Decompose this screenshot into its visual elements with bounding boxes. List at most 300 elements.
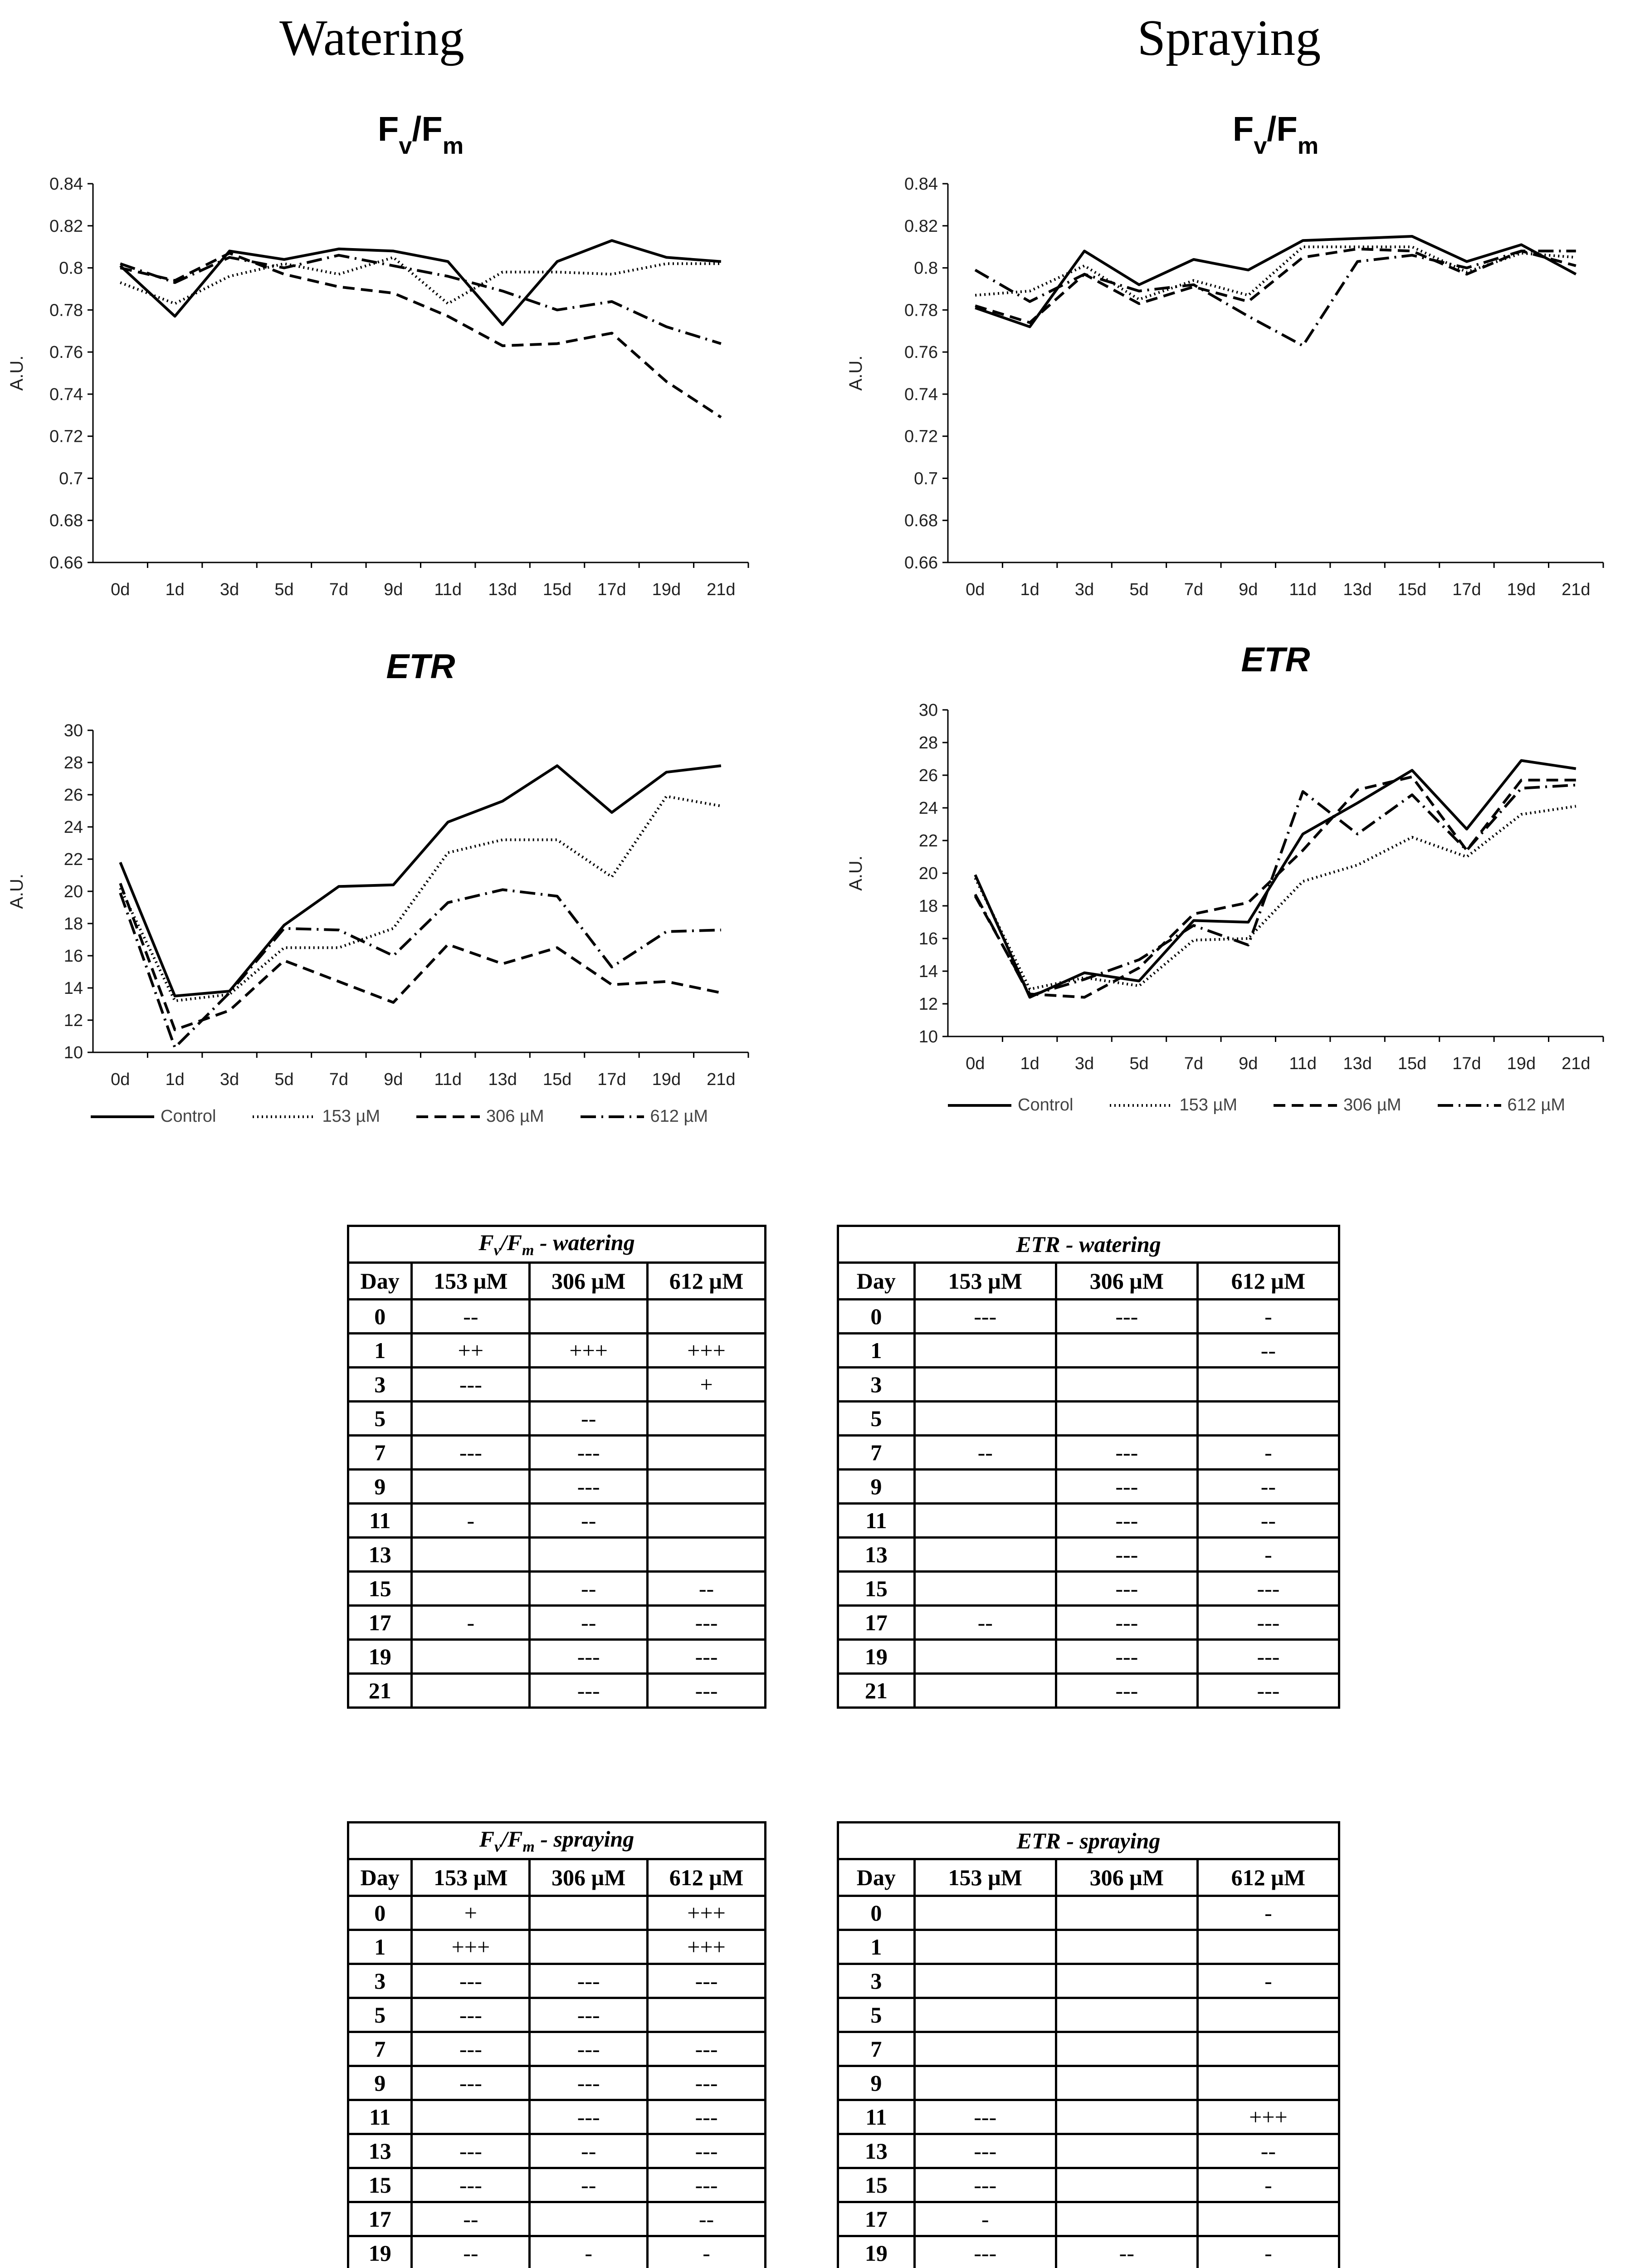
table-row	[348, 2066, 766, 2100]
y-tick-label: 0.72	[904, 427, 938, 446]
y-tick-label: 0.8	[914, 259, 938, 278]
x-tick-label: 3d	[1074, 1054, 1094, 1073]
day-cell: 17	[838, 1606, 915, 1640]
significance-cell: ---	[530, 1436, 648, 1470]
significance-cell: ---	[1056, 1606, 1197, 1640]
x-tick-label: 19d	[652, 580, 681, 599]
day-cell: 19	[838, 2236, 915, 2268]
y-tick-label: 14	[63, 979, 83, 998]
column-header: 306 µM	[1056, 1859, 1197, 1896]
series-line	[120, 255, 721, 344]
significance-cell	[914, 1930, 1056, 1964]
significance-cell: ++	[412, 1334, 530, 1368]
significance-cell: +++	[648, 1334, 766, 1368]
column-header: 612 µM	[648, 1263, 766, 1300]
y-tick-label: 0.68	[904, 511, 938, 531]
table-title: $F_v/F_m$ - watering	[348, 1226, 766, 1263]
day-cell: 1	[348, 1334, 412, 1368]
significance-cell	[1197, 1998, 1339, 2032]
significance-cell: ---	[1197, 1572, 1339, 1606]
day-cell: 7	[348, 1436, 412, 1470]
table-row	[348, 1674, 766, 1708]
significance-cell: --	[914, 1606, 1056, 1640]
significance-cell	[914, 1998, 1056, 2032]
significance-cell: ---	[1197, 1640, 1339, 1674]
significance-cell: ---	[914, 1300, 1056, 1334]
series-line	[975, 785, 1576, 996]
fvfm-spraying-chart	[839, 100, 1633, 626]
y-tick-label: 0.72	[49, 427, 83, 446]
significance-cell: ---	[648, 2100, 766, 2134]
y-tick-label: 24	[918, 799, 938, 818]
significance-cell: --	[412, 2236, 530, 2268]
table-row	[838, 1470, 1339, 1504]
day-cell: 15	[838, 1572, 915, 1606]
day-cell: 3	[348, 1964, 412, 1998]
y-tick-label: 0.74	[49, 385, 83, 404]
significance-cell: ---	[1056, 1674, 1197, 1708]
table-row	[838, 2100, 1339, 2134]
significance-cell: --	[1197, 1334, 1339, 1368]
significance-cell: -	[1197, 1436, 1339, 1470]
y-tick-label: 0.66	[49, 553, 83, 572]
table-row	[348, 1572, 766, 1606]
significance-cell	[648, 1436, 766, 1470]
table-fvfm-spraying	[347, 1821, 766, 2268]
significance-cell: ---	[1056, 1470, 1197, 1504]
x-tick-label: 1d	[165, 580, 185, 599]
x-tick-label: 21d	[707, 580, 736, 599]
significance-cell	[1056, 1964, 1197, 1998]
significance-cell: ---	[412, 2134, 530, 2168]
significance-cell	[914, 2066, 1056, 2100]
significance-cell: +	[412, 1896, 530, 1930]
table-row	[838, 1998, 1339, 2032]
series-line	[975, 249, 1576, 323]
legend-label: Control	[161, 1107, 216, 1126]
table-row	[348, 2168, 766, 2202]
table-row	[348, 1896, 766, 1930]
table-row	[348, 1964, 766, 1998]
significance-cell: ---	[412, 2032, 530, 2066]
table-row	[348, 1436, 766, 1470]
day-cell: 17	[348, 1606, 412, 1640]
table-row	[838, 2134, 1339, 2168]
series-line	[120, 253, 721, 417]
table-row	[838, 1930, 1339, 1964]
day-cell: 5	[838, 1402, 915, 1436]
significance-cell: --	[530, 2134, 648, 2168]
column-header: 306 µM	[530, 1859, 648, 1896]
significance-cell: ---	[412, 2066, 530, 2100]
significance-cell: ---	[914, 2134, 1056, 2168]
table-row	[348, 2236, 766, 2268]
y-tick-label: 24	[63, 818, 83, 837]
significance-cell: ---	[412, 1998, 530, 2032]
chart-title: $F_v/F_m$	[377, 110, 464, 159]
column-header: 306 µM	[530, 1263, 648, 1300]
significance-cell: ---	[648, 1606, 766, 1640]
day-cell: 17	[348, 2202, 412, 2236]
day-cell: 3	[348, 1368, 412, 1402]
significance-cell: ---	[648, 2134, 766, 2168]
y-tick-label: 14	[918, 962, 938, 981]
x-tick-label: 5d	[274, 580, 294, 599]
y-tick-label: 12	[918, 995, 938, 1014]
series-line	[120, 797, 721, 1001]
significance-cell	[530, 1300, 648, 1334]
significance-cell	[1197, 2202, 1339, 2236]
day-cell: 11	[838, 1504, 915, 1538]
y-tick-label: 0.8	[59, 259, 83, 278]
y-tick-label: 0.84	[49, 175, 83, 194]
y-axis-label: A.U.	[7, 355, 27, 391]
significance-cell: --	[412, 1300, 530, 1334]
x-tick-label: 15d	[1397, 580, 1427, 599]
day-cell: 21	[838, 1674, 915, 1708]
significance-cell: -	[1197, 2236, 1339, 2268]
x-tick-label: 11d	[434, 1070, 462, 1089]
x-tick-label: 17d	[597, 580, 626, 599]
significance-cell: ---	[648, 1964, 766, 1998]
significance-cell: ---	[530, 1998, 648, 2032]
significance-cell: ---	[1056, 1300, 1197, 1334]
significance-cell	[1197, 2066, 1339, 2100]
significance-cell: -	[1197, 1896, 1339, 1930]
significance-cell: ---	[648, 1674, 766, 1708]
significance-cell: ---	[648, 2066, 766, 2100]
significance-cell	[914, 2032, 1056, 2066]
significance-cell: ---	[1056, 1538, 1197, 1572]
significance-cell	[1056, 1368, 1197, 1402]
table-row	[838, 1334, 1339, 1368]
day-cell: 11	[348, 1504, 412, 1538]
x-tick-label: 0d	[966, 580, 985, 599]
column-header: Day	[348, 1263, 412, 1300]
chart-title: $F_v/F_m$	[1232, 110, 1319, 159]
significance-cell	[1056, 2100, 1197, 2134]
day-cell: 5	[348, 1998, 412, 2032]
significance-cell: ---	[1197, 1674, 1339, 1708]
table-row	[838, 2168, 1339, 2202]
axes	[948, 184, 1603, 562]
significance-cell: -	[412, 1606, 530, 1640]
x-tick-label: 17d	[597, 1070, 626, 1089]
x-tick-label: 19d	[1507, 1054, 1536, 1073]
legend-item	[1438, 1095, 1566, 1115]
day-cell: 11	[348, 2100, 412, 2134]
significance-cell: +++	[412, 1930, 530, 1964]
significance-cell	[648, 1470, 766, 1504]
y-tick-label: 0.74	[904, 385, 938, 404]
x-tick-label: 0d	[966, 1054, 985, 1073]
day-cell: 15	[348, 1572, 412, 1606]
day-cell: 7	[838, 2032, 915, 2066]
significance-cell	[1056, 2202, 1197, 2236]
significance-cell	[1056, 1930, 1197, 1964]
series-line	[975, 236, 1576, 327]
day-cell: 15	[838, 2168, 915, 2202]
y-tick-label: 20	[63, 882, 83, 901]
significance-cell: ---	[530, 2032, 648, 2066]
day-cell: 0	[838, 1896, 915, 1930]
column-header: Day	[348, 1859, 412, 1896]
legend-label: 153 µM	[322, 1107, 381, 1126]
significance-cell	[914, 1674, 1056, 1708]
significance-cell	[914, 1402, 1056, 1436]
y-tick-label: 0.78	[904, 301, 938, 320]
significance-cell	[648, 1538, 766, 1572]
significance-cell	[914, 1538, 1056, 1572]
x-tick-label: 1d	[1020, 580, 1040, 599]
significance-cell	[1056, 1334, 1197, 1368]
significance-cell	[412, 1640, 530, 1674]
x-tick-label: 5d	[274, 1070, 294, 1089]
series-line	[975, 777, 1576, 997]
legend-spraying	[948, 1095, 1601, 1115]
significance-cell: -	[914, 2202, 1056, 2236]
x-tick-label: 21d	[707, 1070, 736, 1089]
significance-cell: -	[1197, 2168, 1339, 2202]
significance-cell: ---	[648, 2032, 766, 2066]
significance-cell	[530, 1896, 648, 1930]
significance-cell	[914, 1964, 1056, 1998]
x-tick-label: 15d	[1397, 1054, 1427, 1073]
significance-cell: --	[530, 1606, 648, 1640]
legend-label: 153 µM	[1179, 1095, 1238, 1114]
significance-cell	[412, 1470, 530, 1504]
x-tick-label: 1d	[1020, 1054, 1040, 1073]
x-tick-label: 13d	[488, 1070, 517, 1089]
significance-cell: +++	[530, 1334, 648, 1368]
significance-cell	[530, 1930, 648, 1964]
table-row	[348, 1606, 766, 1640]
significance-cell: ---	[1056, 1640, 1197, 1674]
table-etr-watering	[837, 1225, 1340, 1709]
y-tick-label: 22	[63, 850, 83, 869]
table-row	[838, 1964, 1339, 1998]
day-cell: 15	[348, 2168, 412, 2202]
axes	[948, 710, 1603, 1036]
table-row	[838, 1572, 1339, 1606]
day-cell: 19	[838, 1640, 915, 1674]
column-header: 612 µM	[1197, 1263, 1339, 1300]
table-fvfm-watering	[347, 1225, 766, 1709]
table-row	[348, 1998, 766, 2032]
y-tick-label: 0.78	[49, 301, 83, 320]
column-header: 153 µM	[412, 1859, 530, 1896]
y-tick-label: 18	[918, 897, 938, 916]
x-tick-label: 13d	[1343, 580, 1372, 599]
day-cell: 9	[348, 2066, 412, 2100]
y-tick-label: 22	[918, 831, 938, 850]
significance-cell: ---	[1056, 1572, 1197, 1606]
y-tick-label: 0.76	[49, 343, 83, 362]
table-row	[348, 1930, 766, 1964]
day-cell: 11	[838, 2100, 915, 2134]
significance-cell: +++	[648, 1896, 766, 1930]
series-line	[120, 240, 721, 325]
significance-cell	[412, 1572, 530, 1606]
legend-item	[948, 1095, 1074, 1115]
y-tick-label: 16	[63, 947, 83, 966]
day-cell: 19	[348, 2236, 412, 2268]
x-tick-label: 5d	[1129, 580, 1149, 599]
chart-title: ETR	[1241, 640, 1310, 679]
x-tick-label: 19d	[652, 1070, 681, 1089]
series-line	[120, 890, 721, 1047]
significance-cell: -	[412, 1504, 530, 1538]
significance-cell	[1197, 1930, 1339, 1964]
y-tick-label: 12	[63, 1011, 83, 1030]
watering-heading: Watering	[279, 10, 464, 66]
table-row	[838, 2202, 1339, 2236]
spraying-heading: Spraying	[1137, 10, 1321, 66]
legend-item	[253, 1107, 381, 1126]
significance-cell: -	[1197, 1964, 1339, 1998]
table-row	[838, 2236, 1339, 2268]
y-tick-label: 0.82	[904, 216, 938, 236]
table-row	[838, 1674, 1339, 1708]
significance-cell	[412, 1538, 530, 1572]
x-tick-label: 9d	[1239, 580, 1258, 599]
legend-item	[581, 1107, 708, 1126]
significance-cell	[1197, 2032, 1339, 2066]
significance-cell: --	[648, 1572, 766, 1606]
y-tick-label: 0.7	[59, 469, 83, 489]
x-tick-label: 5d	[1129, 1054, 1149, 1073]
table-row	[348, 1504, 766, 1538]
significance-cell	[530, 2202, 648, 2236]
y-tick-label: 10	[918, 1027, 938, 1046]
x-tick-label: 1d	[165, 1070, 185, 1089]
significance-cell: --	[412, 2202, 530, 2236]
significance-cell: --	[1056, 2236, 1197, 2268]
significance-cell	[1197, 1368, 1339, 1402]
y-axis-label: A.U.	[846, 855, 866, 891]
significance-cell	[412, 2100, 530, 2134]
column-header: Day	[838, 1263, 915, 1300]
significance-cell	[530, 1368, 648, 1402]
fvfm-watering-chart	[0, 100, 794, 626]
y-tick-label: 30	[63, 721, 83, 740]
table-row	[348, 1334, 766, 1368]
day-cell: 13	[348, 1538, 412, 1572]
significance-cell: ---	[530, 1674, 648, 1708]
table-row	[348, 1640, 766, 1674]
table-row	[348, 1368, 766, 1402]
axes	[93, 184, 748, 562]
x-tick-label: 13d	[488, 580, 517, 599]
etr-spraying-chart	[839, 635, 1633, 1089]
day-cell: 7	[838, 1436, 915, 1470]
x-tick-label: 11d	[1289, 580, 1317, 599]
y-tick-label: 0.66	[904, 553, 938, 572]
series-line	[120, 766, 721, 996]
x-tick-label: 3d	[220, 580, 239, 599]
day-cell: 7	[348, 2032, 412, 2066]
significance-cell: --	[1197, 1470, 1339, 1504]
day-cell: 17	[838, 2202, 915, 2236]
significance-cell: ---	[914, 2100, 1056, 2134]
x-tick-label: 7d	[329, 1070, 349, 1089]
column-header: 153 µM	[412, 1263, 530, 1300]
day-cell: 9	[838, 2066, 915, 2100]
day-cell: 3	[838, 1368, 915, 1402]
day-cell: 1	[838, 1334, 915, 1368]
y-tick-label: 0.76	[904, 343, 938, 362]
x-tick-label: 3d	[220, 1070, 239, 1089]
day-cell: 13	[348, 2134, 412, 2168]
significance-cell	[648, 1998, 766, 2032]
chart-title: ETR	[386, 647, 455, 686]
significance-cell: ---	[914, 2236, 1056, 2268]
significance-cell: --	[530, 1504, 648, 1538]
significance-cell: --	[648, 2202, 766, 2236]
significance-cell: -	[648, 2236, 766, 2268]
x-tick-label: 17d	[1452, 580, 1481, 599]
x-tick-label: 21d	[1562, 1054, 1591, 1073]
x-tick-label: 15d	[542, 1070, 572, 1089]
significance-cell: --	[530, 1402, 648, 1436]
day-cell: 5	[348, 1402, 412, 1436]
significance-cell: -	[1197, 1300, 1339, 1334]
significance-cell	[648, 1300, 766, 1334]
significance-cell: +	[648, 1368, 766, 1402]
column-header: 612 µM	[648, 1859, 766, 1896]
y-tick-label: 30	[918, 701, 938, 720]
day-cell: 0	[348, 1896, 412, 1930]
legend-label: 612 µM	[1507, 1095, 1566, 1114]
x-tick-label: 21d	[1562, 580, 1591, 599]
x-tick-label: 11d	[434, 580, 462, 599]
legend-watering	[91, 1107, 744, 1126]
y-tick-label: 16	[918, 929, 938, 948]
x-tick-label: 7d	[1184, 1054, 1204, 1073]
column-header: 306 µM	[1056, 1263, 1197, 1300]
x-tick-label: 3d	[1074, 580, 1094, 599]
significance-cell	[1056, 2168, 1197, 2202]
significance-cell: ---	[1056, 1436, 1197, 1470]
series-line	[120, 883, 721, 1030]
x-tick-label: 9d	[1239, 1054, 1258, 1073]
y-tick-label: 0.68	[49, 511, 83, 531]
significance-cell	[648, 1402, 766, 1436]
y-tick-label: 28	[918, 733, 938, 753]
day-cell: 3	[838, 1964, 915, 1998]
y-axis-label: A.U.	[7, 874, 27, 909]
day-cell: 0	[348, 1300, 412, 1334]
x-tick-label: 7d	[1184, 580, 1204, 599]
significance-cell: ---	[412, 1368, 530, 1402]
y-tick-label: 0.7	[914, 469, 938, 489]
y-tick-label: 26	[63, 786, 83, 805]
table-row	[838, 1896, 1339, 1930]
table-row	[838, 2032, 1339, 2066]
x-tick-label: 11d	[1289, 1054, 1317, 1073]
y-tick-label: 28	[63, 753, 83, 772]
table-row	[838, 2066, 1339, 2100]
table-row	[348, 2100, 766, 2134]
x-tick-label: 19d	[1507, 580, 1536, 599]
x-tick-label: 7d	[329, 580, 349, 599]
y-tick-label: 0.82	[49, 216, 83, 236]
column-header: 153 µM	[914, 1859, 1056, 1896]
significance-cell: --	[1197, 2134, 1339, 2168]
significance-cell: ---	[412, 1436, 530, 1470]
table-title: ETR - spraying	[838, 1823, 1339, 1859]
x-tick-label: 0d	[111, 580, 130, 599]
